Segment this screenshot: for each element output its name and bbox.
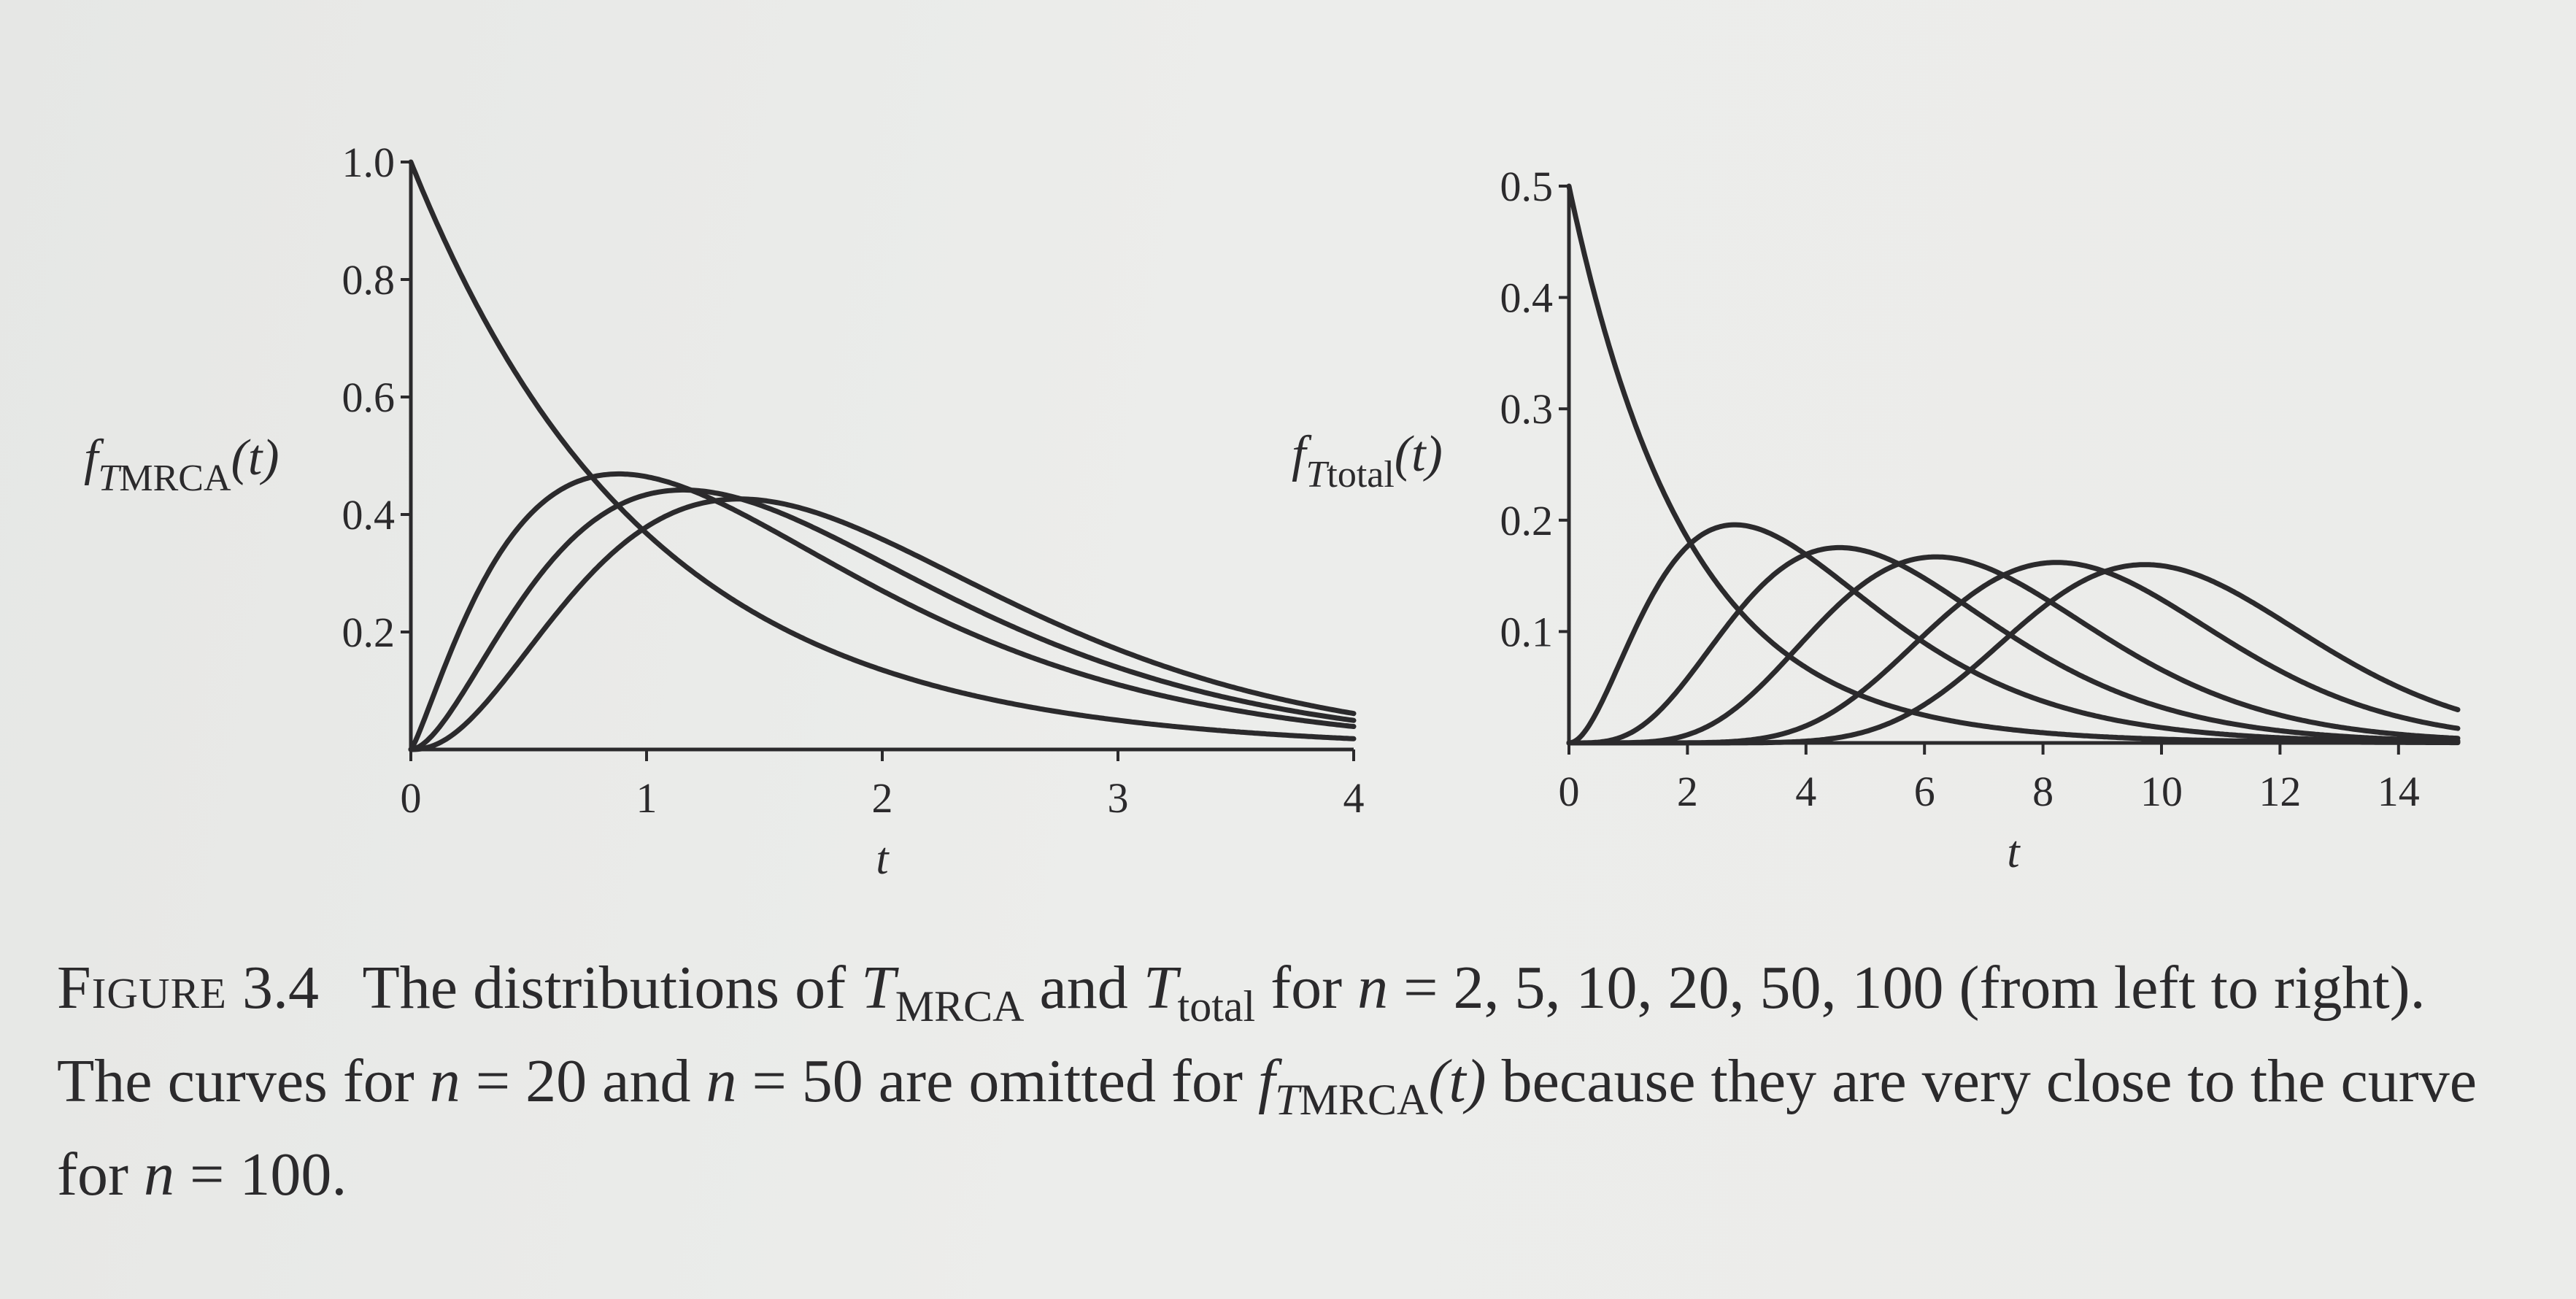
caption-sub: total (1177, 982, 1256, 1030)
chart-ttotal-ytick-label: 0.5 (1500, 163, 1553, 210)
chart-ttotal-xlabel: t (2007, 828, 2020, 877)
chart-tmrca-axes (411, 162, 1354, 749)
caption-var: n (429, 1047, 460, 1115)
caption-text: = 50 are omitted for (736, 1047, 1258, 1115)
chart-tmrca-ytick-label: 0.4 (342, 491, 395, 539)
chart-ttotal-ytick-label: 0.4 (1500, 274, 1553, 322)
chart-ttotal-xtick-label: 10 (2140, 768, 2183, 815)
chart-tmrca-xtick-label: 3 (1107, 774, 1129, 822)
chart-ttotal-ytick-label: 0.3 (1500, 385, 1553, 433)
chart-tmrca-xtick-label: 4 (1343, 774, 1365, 822)
chart-tmrca-series-n2 (411, 162, 1354, 739)
chart-tmrca-ytick-label: 0.8 (342, 256, 395, 304)
chart-ttotal-xtick-label: 2 (1676, 768, 1698, 815)
figure-number: 3.4 (242, 954, 319, 1022)
caption-text: and (1024, 954, 1144, 1022)
chart-tmrca-ylabel: $f_TMRCA(t)$ (84, 430, 279, 499)
figure-label: Figure (57, 954, 227, 1022)
chart-ttotal-xtick-label: 12 (2259, 768, 2302, 815)
chart-tmrca-series-n5 (411, 474, 1354, 749)
chart-tmrca-ytick-label: 0.2 (342, 609, 395, 656)
caption-var: T (1143, 954, 1178, 1022)
caption-text: for (1255, 954, 1358, 1022)
chart-tmrca-xtick-label: 1 (636, 774, 658, 822)
chart-ttotal-xtick-label: 4 (1795, 768, 1817, 815)
chart-ttotal-ytick-label: 0.1 (1500, 608, 1553, 656)
chart-tmrca-ytick-label: 0.6 (342, 374, 395, 421)
caption-text: because they are very close to the curve for (57, 1047, 2477, 1209)
caption-var: n (1357, 954, 1389, 1022)
chart-ttotal-series-n50 (1569, 563, 2458, 743)
caption-var: T (861, 954, 895, 1022)
caption-sub: MRCA (895, 982, 1025, 1030)
chart-ttotal-ytick-label: 0.2 (1500, 496, 1553, 544)
chart-tmrca-xtick-label: 2 (871, 774, 893, 822)
caption-sub: MRCA (1299, 1076, 1429, 1124)
caption-text: = 20 and (460, 1047, 706, 1115)
chart-ttotal-xtick-label: 0 (1558, 768, 1580, 815)
caption-var: n (706, 1047, 737, 1115)
figure-caption (57, 941, 2509, 1222)
caption-text: The distributions of (362, 954, 862, 1022)
chart-tmrca-xtick-label: 0 (400, 774, 422, 822)
caption-var: n (143, 1141, 174, 1209)
chart-tmrca-ytick-label: 1.0 (342, 139, 395, 186)
chart-ttotal-xtick-label: 14 (2377, 768, 2420, 815)
chart-tmrca-series-n100 (411, 499, 1354, 749)
caption-text: = 100. (174, 1141, 347, 1209)
chart-tmrca (84, 139, 1365, 884)
chart-ttotal-series-n100 (1569, 565, 2458, 743)
chart-ttotal-xtick-label: 6 (1913, 768, 1935, 815)
caption-var: (t) (1428, 1047, 1486, 1115)
chart-ttotal-xtick-label: 8 (2032, 768, 2054, 815)
chart-tmrca-xlabel: t (876, 834, 889, 884)
caption-text: = 2, 5, 10, 20, 50, 100 (from left to right). The curves for (57, 954, 2426, 1115)
chart-ttotal-ylabel: $f_Ttotal(t)$ (1292, 426, 1443, 496)
caption-sub: T (1275, 1076, 1300, 1124)
chart-ttotal (1292, 163, 2458, 877)
caption-var: f (1257, 1047, 1276, 1115)
